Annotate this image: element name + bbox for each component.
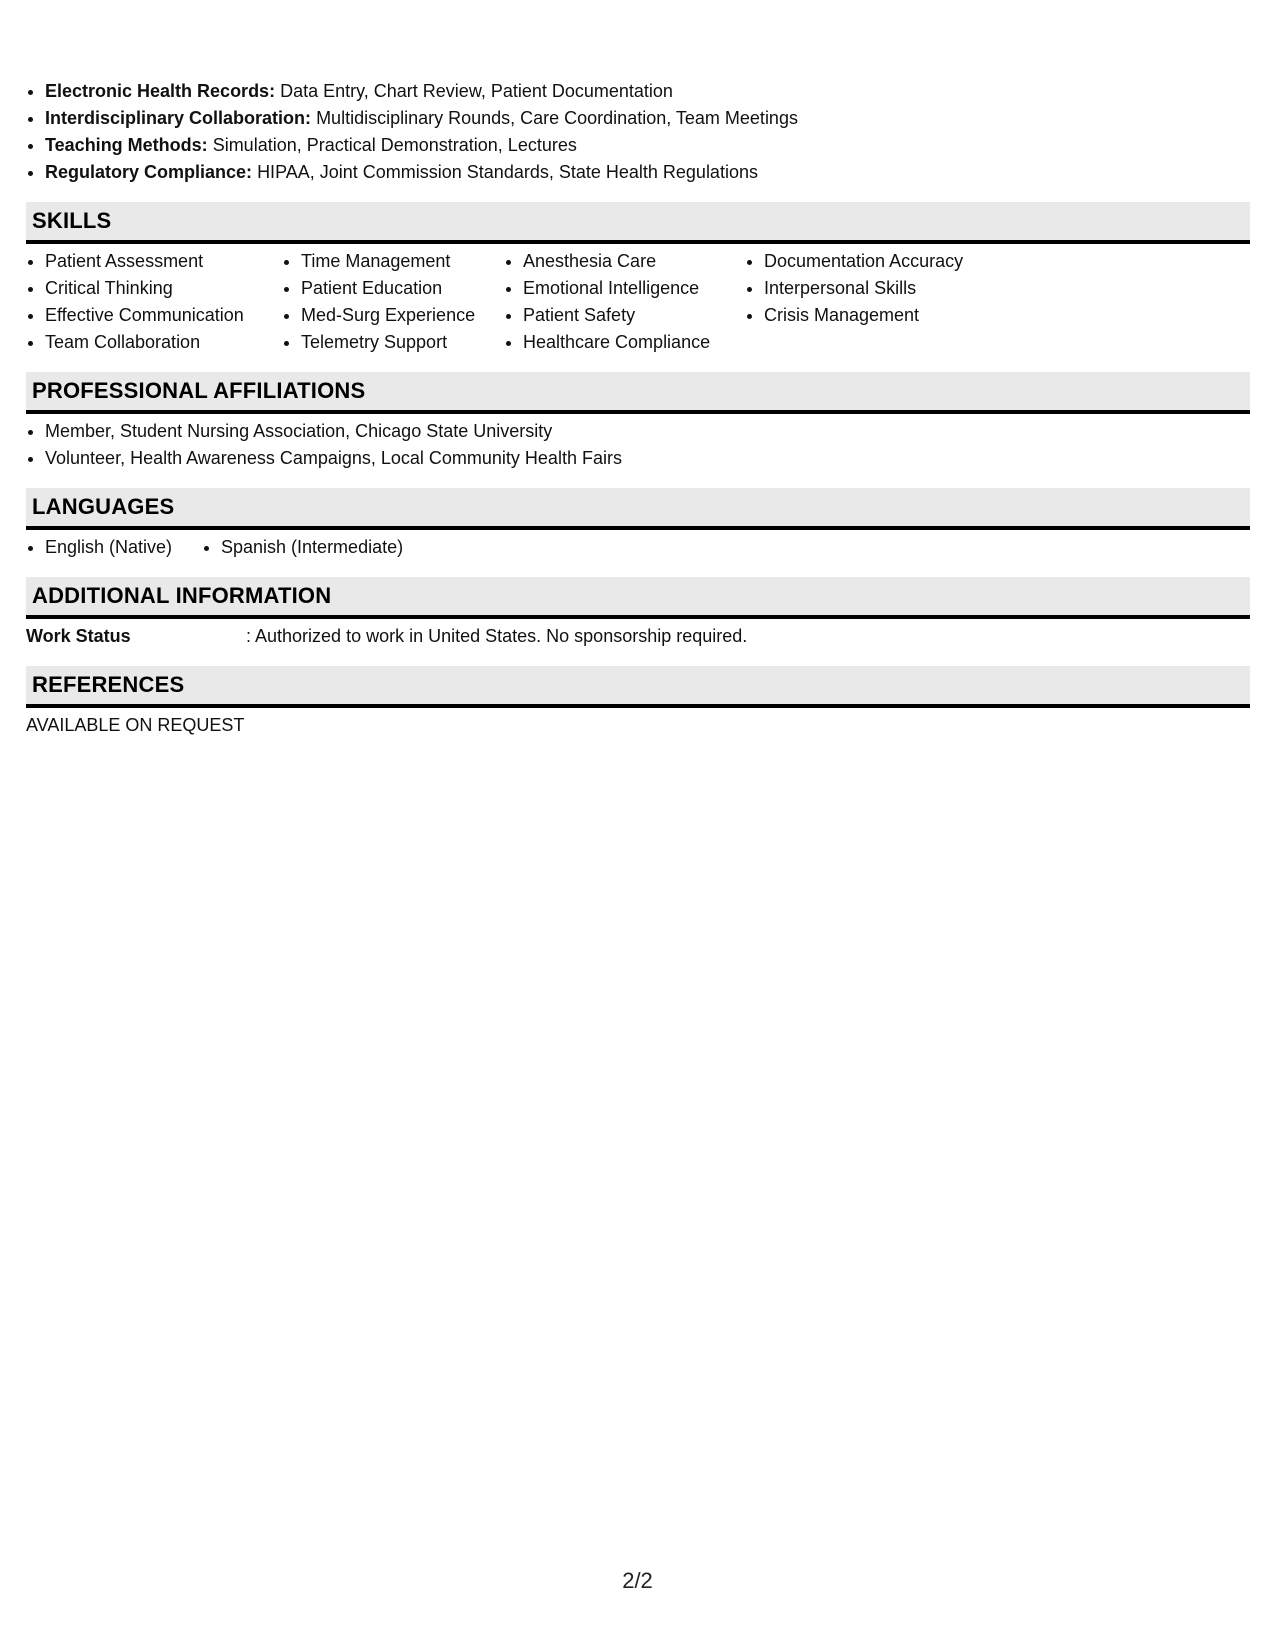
list-item-text: Data Entry, Chart Review, Patient Documentation [280,81,673,101]
work-status-value: : Authorized to work in United States. No sponsorship required. [246,626,748,646]
list-item-text: Multidisciplinary Rounds, Care Coordination, Team Meetings [316,108,798,128]
technical-skills-list [26,78,1250,186]
skill-item: • Anesthesia Care [523,248,745,275]
list-item [45,105,1250,132]
skill-item: • Patient Education [301,275,504,302]
list-item-text: Simulation, Practical Demonstration, Lectures [212,135,577,155]
section-title: ADDITIONAL INFORMATION [32,583,332,608]
skill-item: • Critical Thinking [45,275,282,302]
skill-item: • Effective Communication [45,302,282,329]
skill-item: • Patient Safety [523,302,745,329]
list-item [45,78,1250,105]
skill-item: • Telemetry Support [301,329,504,356]
language-column [202,534,403,561]
list-item-text: HIPAA, Joint Commission Standards, State Health Regulations [257,162,758,182]
additional-info-section-header [26,577,1250,619]
list-item-label: Regulatory Compliance: [45,162,253,182]
skill-item: • Patient Assessment [45,248,282,275]
page-number: 2/2 [622,1568,653,1593]
skill-item: • Team Collaboration [45,329,282,356]
section-title: SKILLS [32,208,112,233]
skills-grid [26,248,1250,356]
resume-page-2 [26,78,1250,739]
work-status-label: Work Status [26,626,131,646]
affiliations-section-header [26,372,1250,414]
skill-item: • Crisis Management [764,302,1025,329]
references-section-header [26,666,1250,708]
list-item-label: Electronic Health Records: [45,81,276,101]
list-item [45,132,1250,159]
language-column [26,534,202,561]
affiliations-list [26,418,1250,472]
skill-item: • Emotional Intelligence [523,275,745,302]
skills-column [26,248,282,356]
work-status-row [26,623,1250,650]
language-item: • English (Native) [45,534,202,561]
skill-item: • Documentation Accuracy [764,248,1025,275]
skills-column [282,248,504,356]
affiliation-item: • Member, Student Nursing Association, Chicago State University [45,418,1250,445]
skill-item: • Med-Surg Experience [301,302,504,329]
section-title: REFERENCES [32,672,185,697]
list-item-label: Teaching Methods: [45,135,208,155]
skill-item: • Healthcare Compliance [523,329,745,356]
languages-section-header [26,488,1250,530]
list-item [45,159,1250,186]
skills-column [504,248,745,356]
skills-section-header [26,202,1250,244]
section-title: LANGUAGES [32,494,175,519]
languages-list [26,534,1250,561]
list-item-label: Interdisciplinary Collaboration: [45,108,312,128]
skills-column [745,248,1025,356]
references-text: AVAILABLE ON REQUEST [26,715,245,735]
language-item: • Spanish (Intermediate) [221,534,403,561]
skill-item: • Time Management [301,248,504,275]
affiliation-item: • Volunteer, Health Awareness Campaigns, Local Community Health Fairs [45,445,1250,472]
skill-item: • Interpersonal Skills [764,275,1025,302]
section-title: PROFESSIONAL AFFILIATIONS [32,378,366,403]
